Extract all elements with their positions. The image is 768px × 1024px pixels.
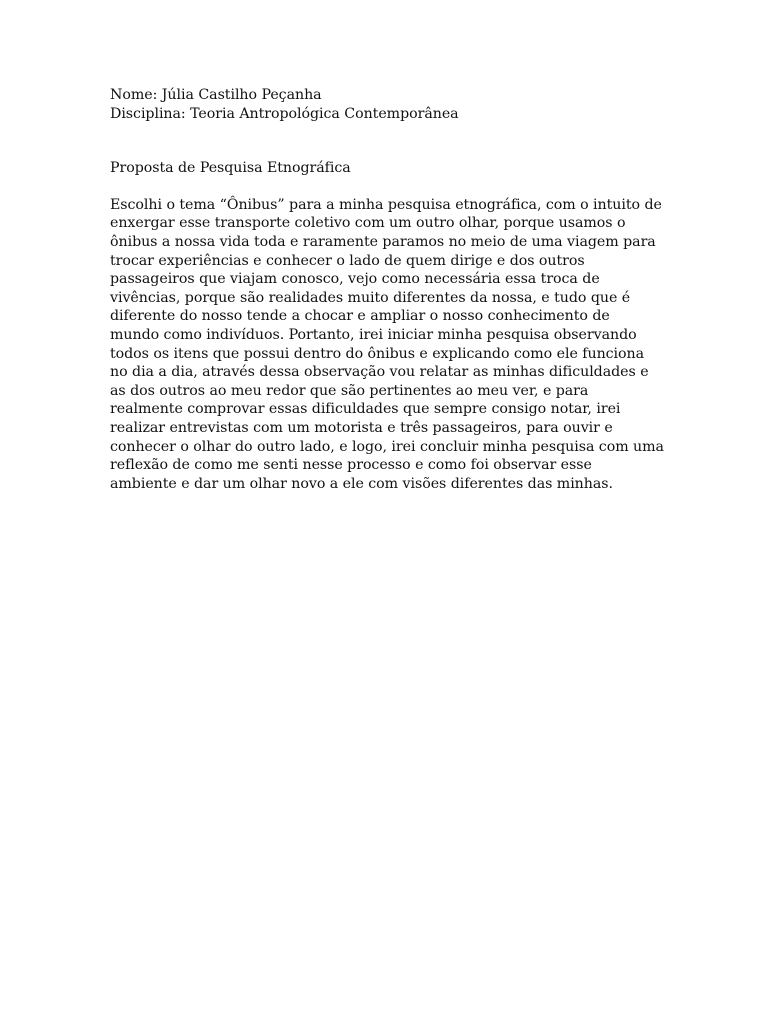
paragraph-line: no dia a dia, através dessa observação vou relatar as minhas dificuldades e (110, 364, 649, 381)
student-name: Nome: Júlia Castilho Peçanha (110, 87, 322, 103)
paragraph-line: as dos outros ao meu redor que são pertinentes ao meu ver, e para (110, 382, 589, 399)
header-block (110, 86, 662, 123)
paragraph-line: passageiros que viajam conosco, vejo como necessária essa troca de (110, 271, 600, 288)
discipline-name: Disciplina: Teoria Antropológica Contemporânea (110, 105, 459, 122)
paragraph-line: ônibus a nossa vida toda e raramente paramos no meio de uma viagem para (110, 233, 656, 250)
body-paragraph (110, 196, 662, 494)
paragraph-line: enxergar esse transporte coletivo com um outro olhar, porque usamos o (110, 215, 626, 232)
paragraph-line: diferente do nosso tende a chocar e ampliar o nosso conhecimento de (110, 308, 610, 325)
paragraph-line: mundo como indivíduos. Portanto, irei iniciar minha pesquisa observando (110, 326, 637, 343)
paragraph-line: trocar experiências e conhecer o lado de quem dirige e dos outros (110, 252, 585, 269)
paragraph-line: Escolhi o tema “Ônibus” para a minha pesquisa etnográfica, com o intuito de (110, 196, 662, 213)
document-title: Proposta de Pesquisa Etnográfica (110, 160, 351, 177)
paragraph-line: conhecer o olhar do outro lado, e logo, irei concluir minha pesquisa com uma (110, 438, 664, 455)
document-content (110, 86, 662, 493)
paragraph-line: ambiente e dar um olhar novo a ele com visões diferentes das minhas. (110, 475, 613, 492)
paragraph-line: todos os itens que possui dentro do ônibus e explicando como ele funciona (110, 345, 645, 362)
paragraph-line: reflexão de como me senti nesse processo e como foi observar esse (110, 457, 592, 474)
paragraph-line: realizar entrevistas com um motorista e três passageiros, para ouvir e (110, 419, 613, 436)
paragraph-line: vivências, porque são realidades muito diferentes da nossa, e tudo que é (110, 289, 631, 306)
paragraph-line: realmente comprovar essas dificuldades que sempre consigo notar, irei (110, 401, 621, 418)
